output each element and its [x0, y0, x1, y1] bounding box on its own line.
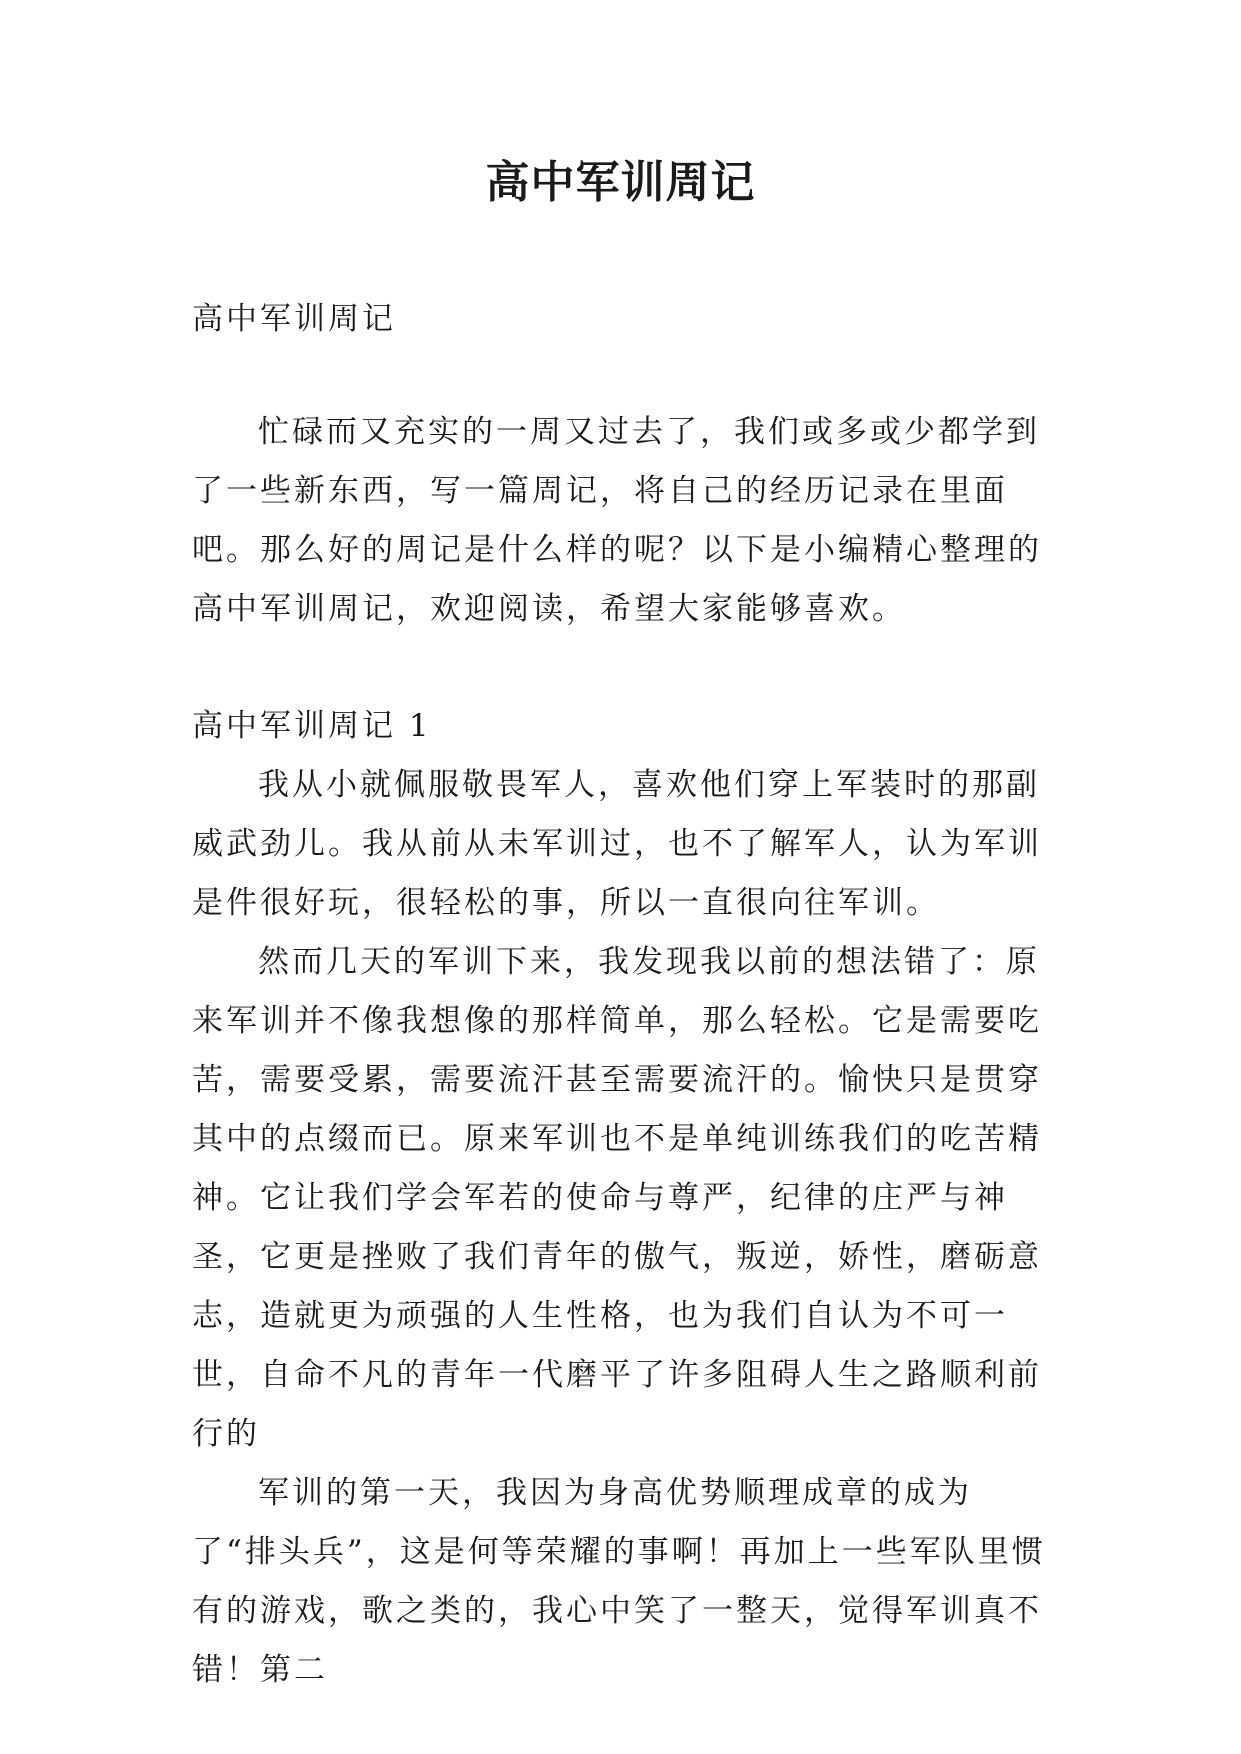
intro-paragraph: 忙碌而又充实的一周又过去了，我们或多或少都学到了一些新东西，写一篇周记，将自己的经历记录在里面吧。那么好的周记是什么样的呢？以下是小编精心整理的高中军训周记，欢迎阅读，希望大家能够喜欢。 [192, 414, 1042, 627]
body-paragraph: 我从小就佩服敬畏军人，喜欢他们穿上军装时的那副威武劲儿。我从前从未军训过，也不了解军人，认为军训是件很好玩，很轻松的事，所以一直很向往军训。 [192, 767, 1042, 921]
body-paragraph: 然而几天的军训下来，我发现我以前的想法错了：原来军训并不像我想像的那样简单，那么轻松。它是需要吃苦，需要受累，需要流汗甚至需要流汗的。愉快只是贯穿其中的点缀而已。原来军训也不是单纯训练我们的吃苦精神。它让我们学会军若的使命与尊严，纪律的庄严与神圣，它更是挫败了我们青年的傲气，叛逆，娇性，磨砺意志，造就更为顽强的人生性格，也为我们自认为不可一世，自命不凡的青年一代磨平了许多阻碍人生之路顺利前行的 [192, 944, 1042, 1452]
section-body [192, 756, 1052, 1700]
body-paragraph: 军训的第一天，我因为身高优势顺理成章的成为了“排头兵”，这是何等荣耀的事啊！再加上一些军队里惯有的游戏，歌之类的，我心中笑了一整天，觉得军训真不错！第二 [192, 1475, 1046, 1688]
section-heading: 高中军训周记 1 [192, 708, 432, 744]
document-subtitle: 高中军训周记 [192, 301, 396, 337]
document-title: 高中军训周记 [485, 157, 756, 208]
